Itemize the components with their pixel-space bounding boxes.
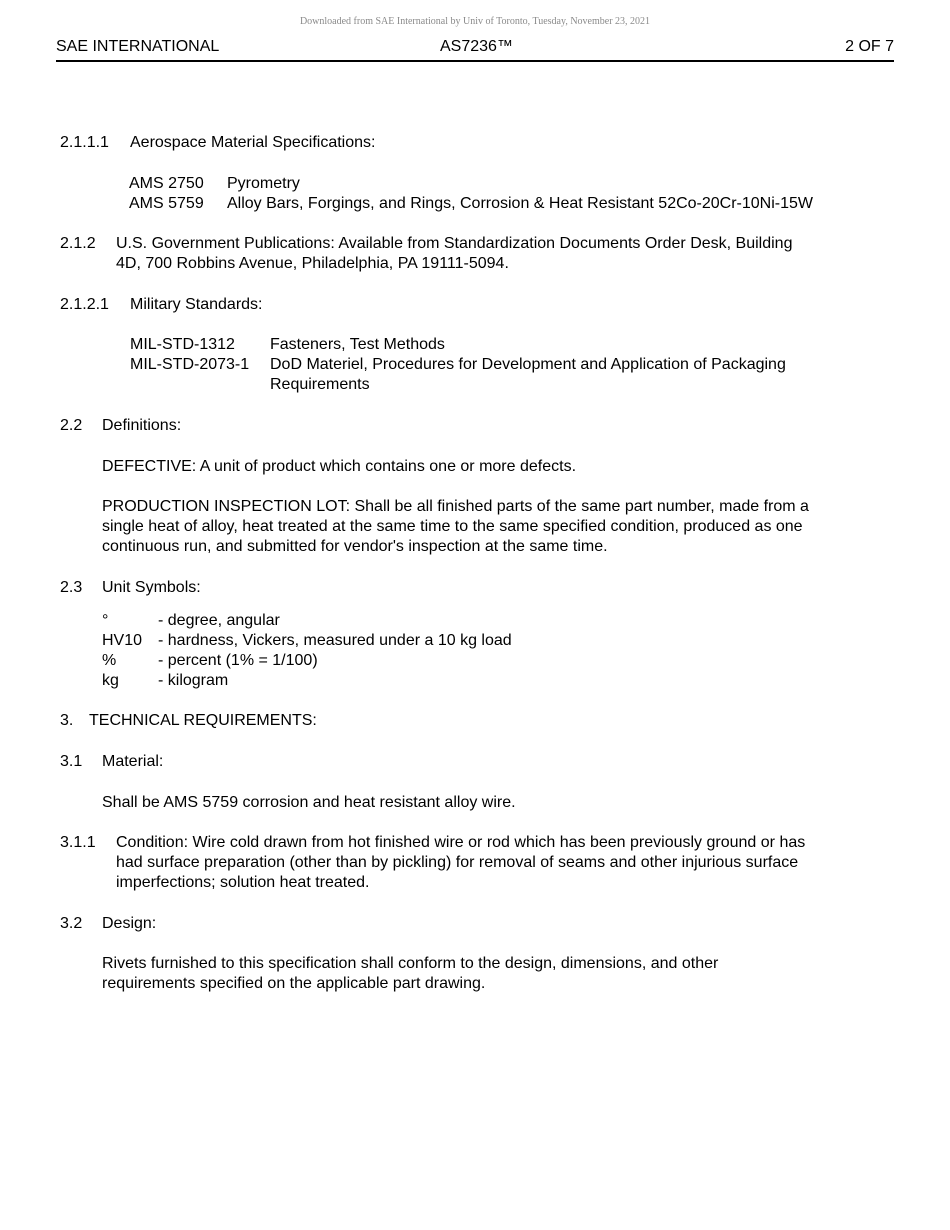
unit-symbol: HV10 — [102, 632, 143, 649]
paragraph-line: had surface preparation (other than by pickling) for removal of seams and other injurious surface — [116, 854, 799, 871]
spec-code: MIL-STD-1312 — [130, 336, 235, 353]
section-number: 3.2 — [60, 915, 83, 932]
unit-description: - hardness, Vickers, measured under a 10 kg load — [158, 632, 512, 649]
spec-description: Alloy Bars, Forgings, and Rings, Corrosion & Heat Resistant 52Co-20Cr-10Ni-15W — [227, 195, 814, 212]
section-title: Design: — [102, 915, 157, 932]
section-number: 3.1.1 — [60, 834, 96, 851]
download-watermark: Downloaded from SAE International by Univ of Toronto, Tuesday, November 23, 2021 — [299, 16, 651, 27]
header-rule — [56, 60, 894, 62]
paragraph-line: U.S. Government Publications: Available from Standardization Documents Order Desk, Building — [116, 235, 793, 252]
section-number: 2.2 — [60, 417, 83, 434]
paragraph-line: 4D, 700 Robbins Avenue, Philadelphia, PA 19111-5094. — [116, 255, 509, 272]
unit-symbol: % — [102, 652, 117, 669]
unit-symbol: ° — [102, 612, 109, 629]
section-title: Unit Symbols: — [102, 579, 201, 596]
header-organization: SAE INTERNATIONAL — [56, 38, 220, 55]
section-number: 3. — [60, 712, 74, 729]
spec-description: DoD Materiel, Procedures for Development and Application of Packaging — [270, 356, 786, 373]
paragraph-line: requirements specified on the applicable part drawing. — [102, 975, 486, 992]
section-number: 2.3 — [60, 579, 83, 596]
spec-description-continued: Requirements — [270, 376, 370, 393]
definition-line: PRODUCTION INSPECTION LOT: Shall be all finished parts of the same part number, made from a — [102, 498, 809, 515]
spec-description: Pyrometry — [227, 175, 300, 192]
header-document-number: AS7236™ — [440, 38, 513, 55]
section-number: 2.1.2 — [60, 235, 96, 252]
section-title: Definitions: — [102, 417, 182, 434]
section-title: Aerospace Material Specifications: — [130, 134, 376, 151]
section-title: TECHNICAL REQUIREMENTS: — [89, 712, 317, 729]
definition-line: continuous run, and submitted for vendor's inspection at the same time. — [102, 538, 608, 555]
section-number: 2.1.2.1 — [60, 296, 109, 313]
unit-description: - kilogram — [158, 672, 229, 689]
spec-code: AMS 2750 — [129, 175, 204, 192]
unit-symbol: kg — [102, 672, 119, 689]
paragraph-line: Condition: Wire cold drawn from hot finished wire or rod which has been previously ground or has — [116, 834, 806, 851]
section-number: 3.1 — [60, 753, 83, 770]
spec-code: MIL-STD-2073-1 — [130, 356, 250, 373]
unit-description: - percent (1% = 1/100) — [158, 652, 318, 669]
spec-description: Fasteners, Test Methods — [270, 336, 445, 353]
paragraph-line: Shall be AMS 5759 corrosion and heat resistant alloy wire. — [102, 794, 516, 811]
paragraph-line: imperfections; solution heat treated. — [116, 874, 370, 891]
paragraph-line: Rivets furnished to this specification shall conform to the design, dimensions, and other — [102, 955, 719, 972]
unit-description: - degree, angular — [158, 612, 280, 629]
definition-defective: DEFECTIVE: A unit of product which contains one or more defects. — [102, 458, 577, 475]
section-title: Military Standards: — [130, 296, 263, 313]
definition-line: single heat of alloy, heat treated at the same time to the same specified condition, produced as one — [102, 518, 803, 535]
spec-code: AMS 5759 — [129, 195, 204, 212]
section-title: Material: — [102, 753, 164, 770]
section-number: 2.1.1.1 — [60, 134, 109, 151]
header-page-number: 2 OF 7 — [845, 38, 894, 55]
